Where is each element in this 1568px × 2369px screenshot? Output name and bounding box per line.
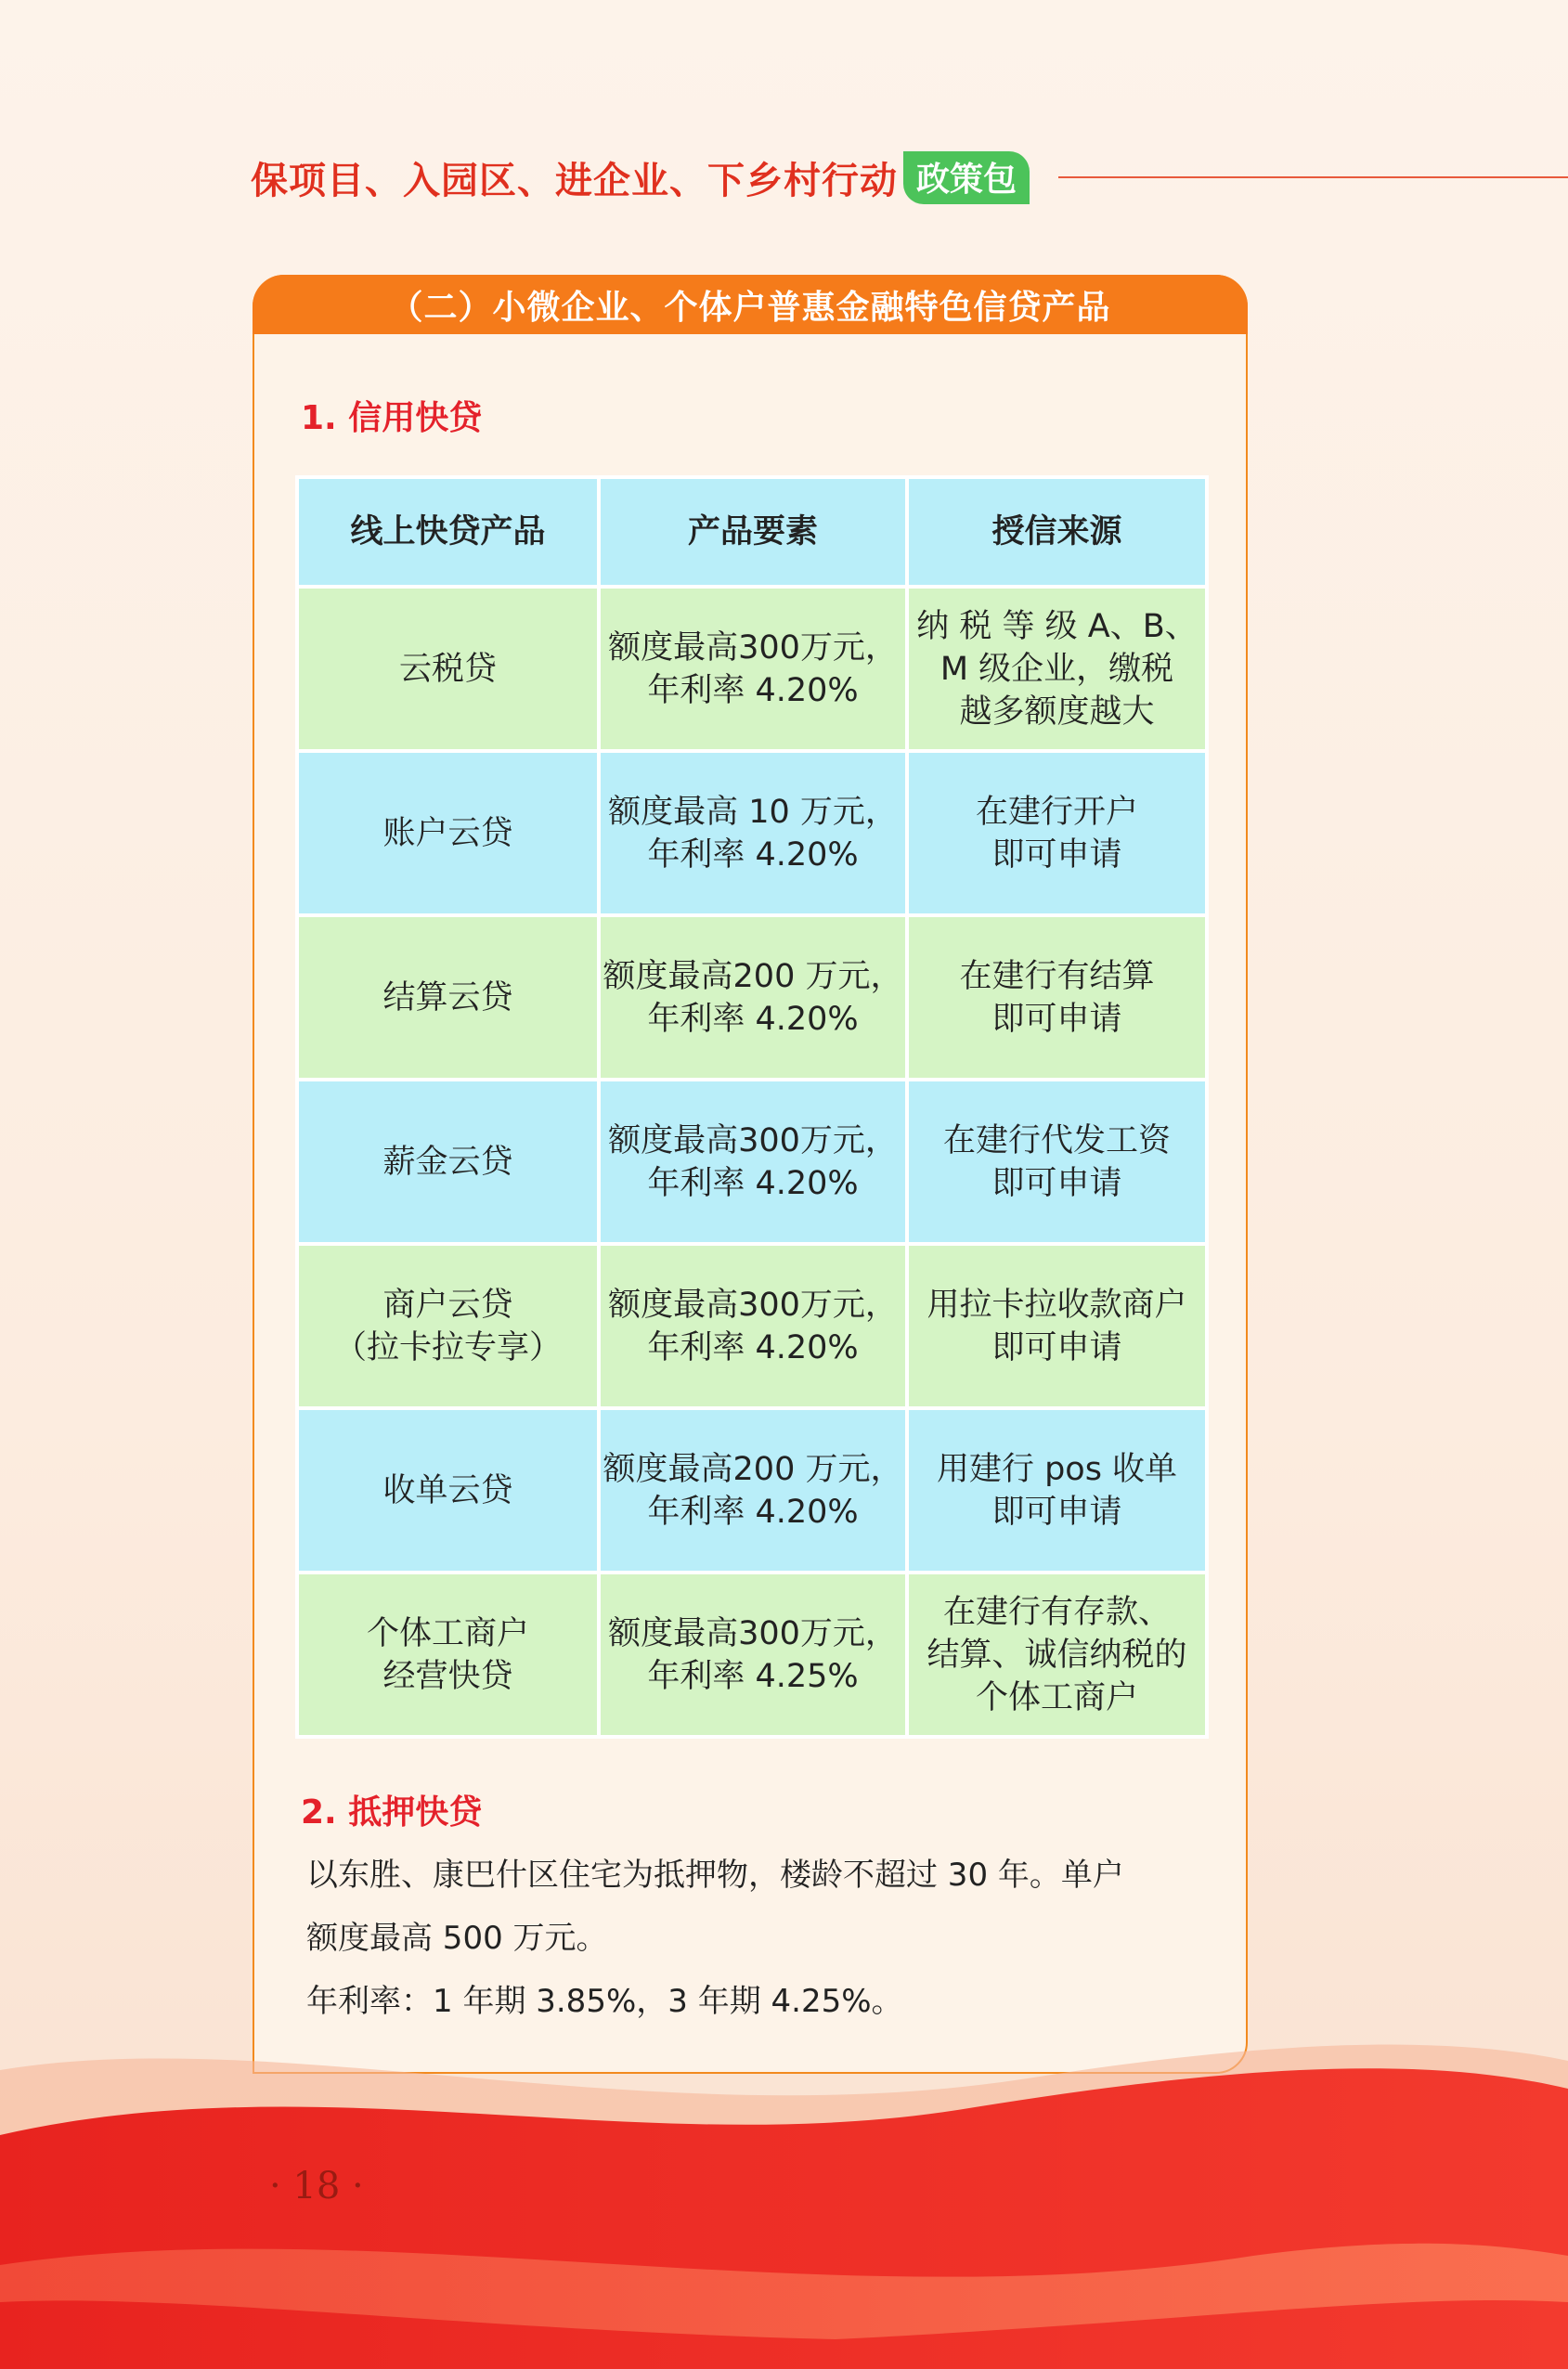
table-row: [297, 1408, 1207, 1573]
product-name: 云税贷: [398, 650, 497, 688]
mortgage-text-line: 额度最高 500 万元。: [306, 1920, 608, 1957]
terms-line: 额度最高200 万元，: [603, 957, 903, 995]
source-line: 在建行代发工资: [942, 1121, 1171, 1159]
section-title-credit-loans: 1. 信用快贷: [301, 399, 483, 437]
table-row: [297, 1080, 1207, 1244]
source-line: 结算、诚信纳税的: [927, 1636, 1187, 1674]
source-line: 纳 税 等 级 A、B、: [916, 607, 1198, 645]
source-line: M 级企业，缴税: [940, 650, 1174, 688]
source-line: 在建行有存款、: [942, 1593, 1171, 1631]
section-title-mortgage-loans: 2. 抵押快贷: [301, 1793, 483, 1832]
product-cell: [297, 1244, 599, 1408]
source-line: 即可申请: [991, 835, 1122, 874]
terms-cell: [599, 915, 907, 1080]
mortgage-text-line: 年利率：1 年期 3.85%，3 年期 4.25%。: [306, 1983, 903, 2020]
source-line: 越多额度越大: [959, 693, 1155, 731]
credit-loan-table: [295, 475, 1209, 1739]
source-line: 在建行开户: [975, 793, 1138, 831]
product-cell: [297, 1573, 599, 1737]
source-cell: [907, 1408, 1207, 1573]
terms-line: 年利率 4.20%: [647, 1164, 859, 1202]
terms-line: 额度最高300万元，: [608, 1614, 898, 1652]
terms-line: 年利率 4.20%: [647, 671, 859, 709]
table-row: [297, 751, 1207, 915]
terms-line: 年利率 4.20%: [647, 1493, 859, 1531]
product-name: 经营快贷: [382, 1657, 513, 1695]
header-divider: [1058, 176, 1568, 178]
loan-products-card: [253, 275, 1248, 2074]
product-name: 商户云贷: [382, 1286, 513, 1324]
terms-line: 额度最高200 万元，: [603, 1450, 903, 1488]
column-header-terms: 产品要素: [599, 477, 907, 587]
product-cell: [297, 1080, 599, 1244]
terms-line: 年利率 4.25%: [647, 1657, 859, 1695]
header-badge: 政策包: [903, 151, 1030, 204]
table-header-row: [297, 477, 1207, 587]
header-title: 保项目、入园区、进企业、下乡村行动: [251, 158, 898, 202]
terms-cell: [599, 587, 907, 751]
terms-cell: [599, 751, 907, 915]
terms-line: 额度最高 10 万元，: [608, 793, 898, 831]
product-cell: [297, 1408, 599, 1573]
terms-line: 额度最高300万元，: [608, 1121, 898, 1159]
column-header-product: 线上快贷产品: [297, 477, 599, 587]
terms-line: 年利率 4.20%: [647, 1328, 859, 1366]
source-line: 即可申请: [991, 1493, 1122, 1531]
source-cell: [907, 1573, 1207, 1737]
source-cell: [907, 587, 1207, 751]
table-row: [297, 587, 1207, 751]
column-header-source: 授信来源: [907, 477, 1207, 587]
table-row: [297, 915, 1207, 1080]
terms-cell: [599, 1408, 907, 1573]
product-name: 结算云贷: [382, 978, 513, 1016]
source-line: 即可申请: [991, 1164, 1122, 1202]
table-row: [297, 1573, 1207, 1737]
card-header: [253, 275, 1248, 334]
product-name: （拉卡拉专享）: [333, 1328, 562, 1366]
source-cell: [907, 915, 1207, 1080]
terms-line: 年利率 4.20%: [647, 1000, 859, 1038]
mortgage-text-line: 以东胜、康巴什区住宅为抵押物，楼龄不超过 30 年。单户: [306, 1857, 1124, 1894]
source-line: 用拉卡拉收款商户: [927, 1286, 1187, 1324]
product-name: 个体工商户: [366, 1614, 529, 1652]
source-cell: [907, 751, 1207, 915]
source-line: 即可申请: [991, 1328, 1122, 1366]
terms-cell: [599, 1573, 907, 1737]
source-line: 在建行有结算: [959, 957, 1155, 995]
source-line: 即可申请: [991, 1000, 1122, 1038]
terms-cell: [599, 1244, 907, 1408]
product-cell: [297, 751, 599, 915]
terms-cell: [599, 1080, 907, 1244]
product-name: 薪金云贷: [382, 1143, 513, 1181]
source-cell: [907, 1244, 1207, 1408]
terms-line: 额度最高300万元，: [608, 628, 898, 667]
product-name: 收单云贷: [382, 1471, 513, 1509]
page-header: [251, 147, 1030, 208]
product-cell: [297, 915, 599, 1080]
product-name: 账户云贷: [382, 814, 513, 852]
page-number: · 18 ·: [269, 2165, 364, 2207]
source-cell: [907, 1080, 1207, 1244]
product-cell: [297, 587, 599, 751]
terms-line: 年利率 4.20%: [647, 835, 859, 874]
terms-line: 额度最高300万元，: [608, 1286, 898, 1324]
table-row: [297, 1244, 1207, 1408]
bottom-wave-decoration: [0, 2024, 1568, 2369]
source-line: 用建行 pos 收单: [936, 1450, 1178, 1488]
card-title: （二）小微企业、个体户普惠金融特色信贷产品: [389, 288, 1111, 327]
source-line: 个体工商户: [975, 1678, 1138, 1716]
